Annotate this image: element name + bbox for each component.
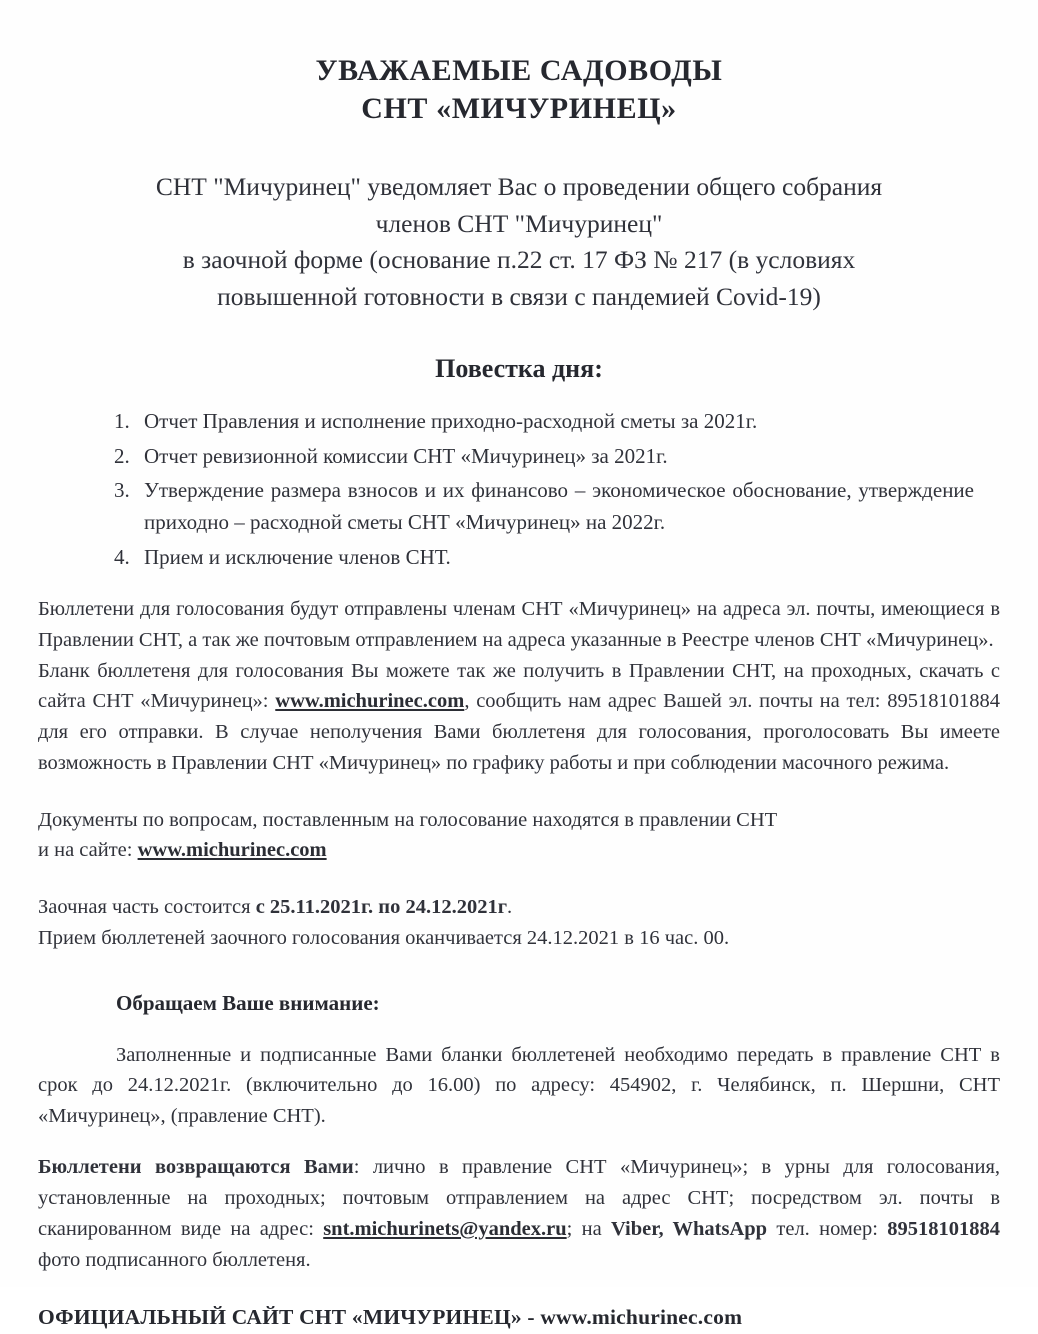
intro-line-4: повышенной готовности в связи с пандемией Covid-19) — [217, 281, 821, 311]
website-link[interactable]: www.michurinec.com — [137, 839, 327, 862]
agenda-item: Отчет ревизионной комиссии СНТ «Мичуринец» за 2021г. — [144, 443, 668, 468]
documents-paragraph-line-1: Документы по вопросам, поставленным на голосование находятся в правлении СНТ — [38, 808, 778, 831]
contact-phone: 89518101884 — [887, 1217, 1000, 1240]
intro-line-1: СНТ "Мичуринец" уведомляет Вас о проведении общего собрания — [155, 171, 883, 201]
intro-paragraph — [38, 169, 1000, 316]
attention-body: Заполненные и подписанные Вами бланки бюллетеней необходимо передать в правление СНТ в срок до 24.12.2021г. (включительно до 16.00) по адресу: 454902, г. Челябинск, п. Шершни, СНТ «Мичуринец», (правление СНТ). — [38, 1043, 1000, 1128]
ballots-paragraph-2 — [38, 656, 1000, 779]
return-text-1: : лично в правление СНТ «Мичуринец»; в урны для голосования, установленные на проходных; почтовым отправлением на адрес СНТ; посредством эл. почты в сканированном виде на адрес: — [38, 1156, 1001, 1240]
intro-line-2: членов СНТ "Мичуринец" — [375, 208, 663, 238]
agenda-heading: Повестка дня: — [435, 353, 603, 383]
return-text-4: фото подписанного бюллетеня. — [38, 1248, 311, 1271]
return-lead: Бюллетени возвращаются Вами — [38, 1156, 354, 1179]
ballots-text-before-link: Бланк бюллетеня для голосования Вы можете так же получить в Правлении СНТ, на проходных, скачать с сайта СНТ «Мичуринец»: — [38, 659, 1000, 713]
email-link[interactable]: snt.michurinets@yandex.ru — [323, 1217, 567, 1240]
voting-period: с 25.11.2021г. по 24.12.2021г — [255, 896, 508, 919]
document-body — [38, 594, 1000, 1334]
return-text-3: тел. номер: — [767, 1217, 888, 1240]
return-text-2: ; на — [566, 1217, 612, 1240]
attention-heading: Обращаем Ваше внимание: — [116, 990, 380, 1015]
title-line-1: УВАЖАЕМЫЕ САДОВОДЫ — [315, 54, 723, 87]
agenda-item: Прием и исключение членов СНТ. — [144, 545, 451, 570]
official-website-footer: ОФИЦИАЛЬНЫЙ САЙТ СНТ «МИЧУРИНЕЦ» - www.michurinec.com — [38, 1305, 743, 1330]
document-title — [38, 0, 1000, 129]
ballots-paragraph-1: Бюллетени для голосования будут отправлены членам СНТ «Мичуринец» на адреса эл. почты, имеющиеся в Правлении СНТ, а так же почтовым отправлением на адреса указанные в Реестре членов СНТ «Мичуринец». — [38, 598, 1000, 651]
website-link[interactable]: www.michurinec.com — [275, 690, 465, 713]
dates-paragraph-line-2: Прием бюллетеней заочного голосования оканчивается 24.12.2021 в 16 час. 00. — [38, 926, 730, 949]
agenda-item: Утверждение размера взносов и их финансово – экономическое обоснование, утверждение приходно – расходной сметы СНТ «Мичуринец» на 2022г. — [144, 478, 974, 535]
agenda-list — [38, 406, 1000, 575]
messenger-names: Viber, WhatsApp — [611, 1217, 768, 1240]
ballots-text-after-link: , сообщить нам адрес Вашей эл. почты на тел: 89518101884 для его отправки. В случае неполучения Вами бюллетеня для голосования, проголосовать Вы имеете возможность в Правлении СНТ «Мичуринец» по графику работы и при соблюдении масочного режима. — [38, 690, 1000, 774]
intro-line-3: в заочной форме (основание п.22 ст. 17 ФЗ № 217 (в условиях — [182, 245, 856, 275]
documents-paragraph-line-2 — [38, 835, 1000, 866]
agenda-item: Отчет Правления и исполнение приходно-расходной сметы за 2021г. — [144, 408, 758, 433]
dates-paragraph-line-1 — [38, 892, 1000, 923]
title-line-2: СНТ «МИЧУРИНЕЦ» — [361, 92, 677, 126]
dates-prefix: Заочная часть состоится — [38, 896, 256, 919]
dates-suffix: . — [507, 896, 513, 919]
documents-link-prefix: и на сайте: — [38, 839, 138, 862]
return-instructions — [38, 1152, 1000, 1275]
